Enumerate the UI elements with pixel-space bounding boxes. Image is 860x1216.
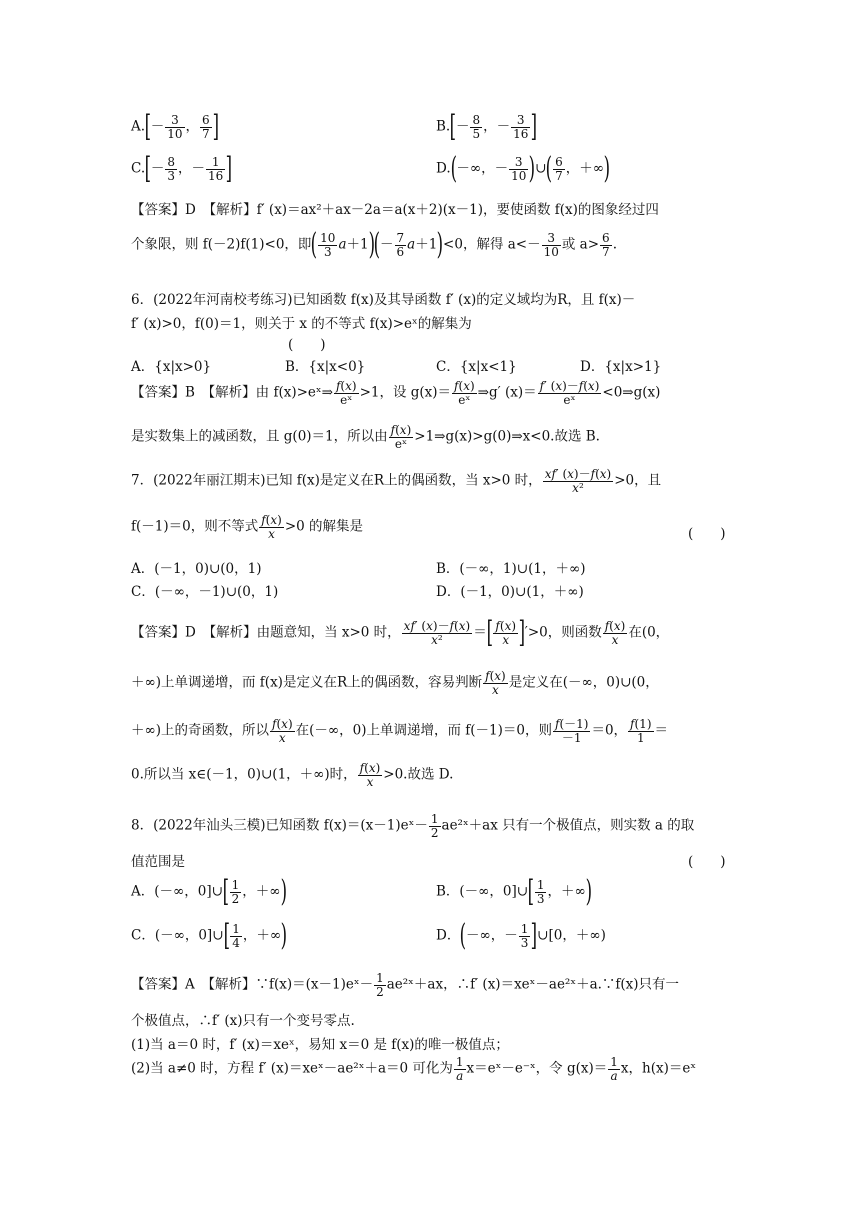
q5-option-b: B.[－ $\frac{8}{5}$ ，－ $\frac{3}{16}$ ] — [436, 109, 538, 144]
q7-option-b: B．(－∞，1)∪(1，＋∞) — [436, 561, 586, 577]
q6-stem-line-1: 6．(2022年河南校考练习)已知函数 f(x)及其导函数 f′ (x)的定义域均为R，且 f(x)－ — [131, 292, 636, 308]
q7-answer-line-1: 【答案】D 【解析】由题意知，当 x>0 时， $\frac{xf' (x)-f(x)}{\text{x²}}$ ＝[ $\frac{f(x)}{x}$ ]′>0，则函数 $\frac{f(x)}{x}$ 在(0， — [131, 615, 670, 650]
q5-option-c: C.[－ $\frac{8}{3}$ ，－ $\frac{1}{16}$ ] — [131, 151, 233, 186]
q8-answer-paren: ( ) — [688, 854, 726, 870]
q5-answer-line-2: 个象限，则 f(－2)f(1)<0，即( $\frac{10}{3}$ a＋1)(－ $\frac{7}{6}$ a＋1)<0，解得 a<－ $\frac{3}{10}$ 或 a> $\frac{6}{7}$ . — [131, 227, 617, 262]
q6-answer-line-1: 【答案】B 【解析】由 f(x)>eˣ⇒ $\frac{f(x)}{\text{eˣ}}$ >1，设 g(x)＝ $\frac{f(x)}{\text{eˣ}}$ ⇒g′ (x)＝ $\frac{f' (x)-f(x)}{\text{eˣ}}$ <0⇒g(x) — [131, 379, 661, 407]
q8-answer-line-1: 【答案】A 【解析】∵f(x)＝(x－1)eˣ－ $\frac{1}{2}$ ae²ˣ＋ax，∴f′ (x)＝xeˣ－ae²ˣ＋a.∵f(x)只有一 — [131, 971, 680, 999]
q7-option-c: C．(－∞，－1)∪(0，1) — [131, 584, 279, 600]
q7-answer-line-2: ＋∞)上单调递增，而 f(x)是定义在R上的偶函数，容易判断 $\frac{f(x)}{x}$ 是定义在(－∞，0)∪(0， — [131, 669, 659, 697]
q8-option-d: D．(－∞，－ $\frac{1}{3}$ ]∪[0，＋∞) — [436, 918, 606, 953]
q7-stem-line-1: 7．(2022年丽江期末)已知 f(x)是定义在R上的偶函数，当 x>0 时， $\frac{xf' (x)-f(x)}{\text{x²}}$ >0，且 — [131, 467, 662, 495]
q7-option-d: D．(－1，0)∪(1，＋∞) — [436, 584, 584, 600]
q8-answer-line-2: 个极值点，∴f′ (x)只有一个变号零点. — [131, 1013, 355, 1029]
q8-option-a: A．(－∞，0]∪[ $\frac{1}{2}$ ，＋∞) — [131, 874, 287, 909]
q6-option-a: A．{x|x>0} — [131, 359, 212, 375]
q6-option-b: B．{x|x<0} — [285, 359, 366, 375]
q7-option-a: A．(－1，0)∪(0，1) — [131, 561, 262, 577]
q6-option-d: D．{x|x>1} — [580, 359, 662, 375]
q5-answer-line-1: 【答案】D 【解析】f′ (x)＝ax²＋ax－2a＝a(x＋2)(x－1)，要使函数 f(x)的图象经过四 — [131, 202, 659, 218]
q7-answer-line-3: ＋∞)上的奇函数，所以 $\frac{f(x)}{x}$ 在(－∞，0)上单调递增，而 f(－1)＝0，则 $\frac{f(-1)}{-1}$ ＝0， $\frac{f(1)}{1}$ ＝ — [131, 717, 668, 745]
q8-option-c: C．(－∞，0]∪[ $\frac{1}{4}$ ，＋∞) — [131, 918, 288, 953]
q6-stem-line-2: f′ (x)>0，f(0)＝1，则关于 x 的不等式 f(x)>eˣ的解集为 — [131, 316, 472, 332]
q6-answer-paren: ( ) — [288, 337, 326, 353]
q8-stem-line-1: 8．(2022年汕头三模)已知函数 f(x)＝(x－1)eˣ－ $\frac{1}{2}$ ae²ˣ＋ax 只有一个极值点，则实数 a 的取 — [131, 812, 695, 840]
q7-answer-paren: ( ) — [688, 526, 726, 542]
q7-answer-line-4: 0.所以当 x∈(－1，0)∪(1，＋∞)时， $\frac{f(x)}{x}$ >0.故选 D. — [131, 761, 454, 789]
q8-stem-line-2: 值范围是 — [131, 854, 185, 870]
q6-option-c: C．{x|x<1} — [436, 359, 517, 375]
q8-option-b: B．(－∞，0]∪[ $\frac{1}{3}$ ，＋∞) — [436, 874, 592, 909]
q7-stem-line-2: f(－1)＝0，则不等式 $\frac{f(x)}{x}$ >0 的解集是 — [131, 513, 364, 541]
q8-answer-line-4: (2)当 a≠0 时，方程 f′ (x)＝xeˣ－ae²ˣ＋a＝0 可化为 $\frac{1}{a}$ x＝eˣ－e⁻ˣ，令 g(x)＝ $\frac{1}{a}$ x，h(x)＝eˣ — [131, 1055, 697, 1083]
q8-answer-line-3: (1)当 a＝0 时，f′ (x)＝xeˣ，易知 x＝0 是 f(x)的唯一极值点； — [131, 1037, 509, 1053]
q6-answer-line-2: 是实数集上的减函数，且 g(0)＝1，所以由 $\frac{f(x)}{\text{eˣ}}$ >1⇒g(x)>g(0)⇒x<0.故选 B. — [131, 423, 600, 451]
q5-option-d: D.(－∞，－ $\frac{3}{10}$ )∪( $\frac{6}{7}$ ，＋∞) — [436, 151, 611, 186]
q5-option-a: A.[－ $\frac{3}{10}$ ， $\frac{6}{7}$ ] — [131, 109, 219, 144]
